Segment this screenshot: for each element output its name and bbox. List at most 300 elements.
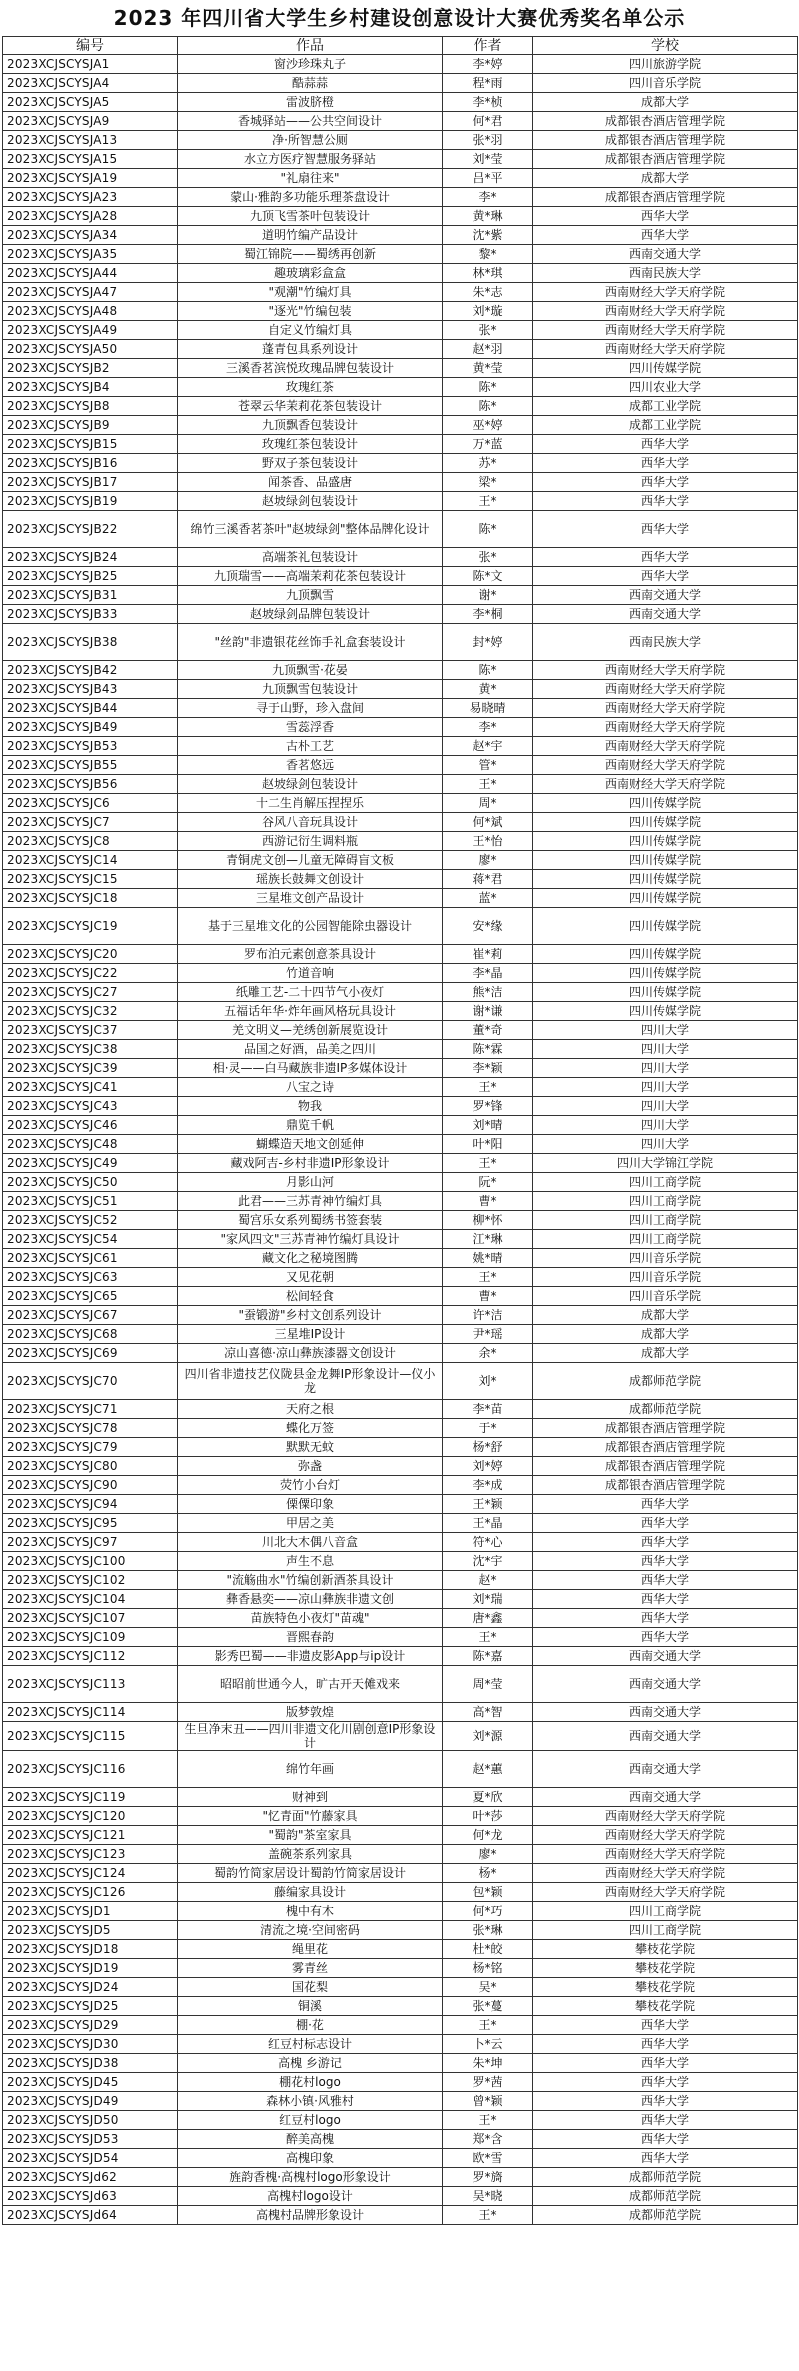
table-row [3, 1116, 798, 1135]
cell-author: 林*琪 [443, 264, 533, 283]
cell-author: 沈*宇 [443, 1552, 533, 1571]
cell-work: "礼扇往来" [178, 169, 443, 188]
table-body [3, 55, 798, 2225]
cell-work: 竹道音响 [178, 964, 443, 983]
cell-school: 西南交通大学 [533, 245, 798, 264]
cell-school: 四川大学锦江学院 [533, 1154, 798, 1173]
cell-work: 昭昭前世通今人，旷古开天傩戏来 [178, 1666, 443, 1703]
cell-author: 刘*瑞 [443, 1590, 533, 1609]
cell-code: 2023XCJSCYSJC70 [3, 1363, 178, 1400]
cell-work: 基于三星堆文化的公园智能除虫器设计 [178, 908, 443, 945]
table-row [3, 1921, 798, 1940]
cell-work: 苗族特色小夜灯"苗魂" [178, 1609, 443, 1628]
cell-school: 西华大学 [533, 1514, 798, 1533]
table-row [3, 756, 798, 775]
cell-school: 四川大学 [533, 1135, 798, 1154]
cell-author: 刘* [443, 1363, 533, 1400]
cell-code: 2023XCJSCYSJD53 [3, 2130, 178, 2149]
cell-code: 2023XCJSCYSJC95 [3, 1514, 178, 1533]
cell-school: 四川传媒学院 [533, 908, 798, 945]
cell-work: "逐光"竹编包装 [178, 302, 443, 321]
cell-school: 成都师范学院 [533, 1363, 798, 1400]
table-row [3, 112, 798, 131]
cell-author: 江*琳 [443, 1230, 533, 1249]
cell-work: 影秀巴蜀——非遗皮影App与ip设计 [178, 1647, 443, 1666]
cell-author: 王*颖 [443, 1495, 533, 1514]
cell-author: 梁* [443, 473, 533, 492]
table-row [3, 661, 798, 680]
cell-school: 成都银杏酒店管理学院 [533, 131, 798, 150]
cell-school: 成都银杏酒店管理学院 [533, 1419, 798, 1438]
cell-work: 闻茶香、品盛唐 [178, 473, 443, 492]
cell-author: 谢*谦 [443, 1002, 533, 1021]
cell-author: 李*桐 [443, 605, 533, 624]
table-row [3, 321, 798, 340]
table-row [3, 2206, 798, 2225]
table-row [3, 1590, 798, 1609]
cell-work: 三溪香茗滨悦玫瑰品牌包装设计 [178, 359, 443, 378]
cell-work: 雾青丝 [178, 1959, 443, 1978]
cell-work: 红豆村logo [178, 2111, 443, 2130]
table-row [3, 1552, 798, 1571]
cell-author: 夏*欣 [443, 1788, 533, 1807]
cell-author: 廖* [443, 1845, 533, 1864]
cell-author: 刘*璇 [443, 302, 533, 321]
cell-work: 赵坡绿剑包装设计 [178, 775, 443, 794]
cell-school: 西南财经大学天府学院 [533, 302, 798, 321]
cell-school: 西南财经大学天府学院 [533, 283, 798, 302]
cell-school: 四川音乐学院 [533, 1249, 798, 1268]
cell-school: 四川大学 [533, 1097, 798, 1116]
cell-work: 四川省非遗技艺仪陇县金龙舞IP形象设计—仪小龙 [178, 1363, 443, 1400]
table-row [3, 794, 798, 813]
cell-author: 杨*舒 [443, 1438, 533, 1457]
cell-work: 瑶族长鼓舞文创设计 [178, 870, 443, 889]
cell-code: 2023XCJSCYSJA28 [3, 207, 178, 226]
cell-school: 四川大学 [533, 1116, 798, 1135]
cell-author: 赵* [443, 1571, 533, 1590]
cell-author: 曹* [443, 1192, 533, 1211]
table-row [3, 718, 798, 737]
table-row [3, 1249, 798, 1268]
cell-school: 西南民族大学 [533, 624, 798, 661]
table-row [3, 1940, 798, 1959]
cell-work: 默默无蚊 [178, 1438, 443, 1457]
cell-work: "家风四文"三苏青神竹编灯具设计 [178, 1230, 443, 1249]
cell-author: 李* [443, 718, 533, 737]
cell-author: 封*婷 [443, 624, 533, 661]
cell-code: 2023XCJSCYSJC102 [3, 1571, 178, 1590]
cell-school: 四川传媒学院 [533, 794, 798, 813]
cell-school: 成都银杏酒店管理学院 [533, 112, 798, 131]
table-row [3, 1173, 798, 1192]
cell-code: 2023XCJSCYSJC37 [3, 1021, 178, 1040]
cell-school: 西华大学 [533, 2130, 798, 2149]
cell-work: 自定义竹编灯具 [178, 321, 443, 340]
cell-school: 四川音乐学院 [533, 1287, 798, 1306]
cell-code: 2023XCJSCYSJC80 [3, 1457, 178, 1476]
cell-author: 廖* [443, 851, 533, 870]
cell-work: 生旦净末丑——四川非遗文化川剧创意IP形象设计 [178, 1722, 443, 1751]
cell-work: 蜀江锦院——蜀绣再创新 [178, 245, 443, 264]
table-row [3, 378, 798, 397]
table-row [3, 1457, 798, 1476]
cell-author: 王*怡 [443, 832, 533, 851]
cell-author: 张* [443, 548, 533, 567]
cell-code: 2023XCJSCYSJA49 [3, 321, 178, 340]
cell-work: 五福话年华·炸年画风格玩具设计 [178, 1002, 443, 1021]
cell-code: 2023XCJSCYSJB22 [3, 511, 178, 548]
cell-author: 刘*婷 [443, 1457, 533, 1476]
cell-school: 西华大学 [533, 567, 798, 586]
cell-author: 柳*怀 [443, 1211, 533, 1230]
cell-author: 曾*颖 [443, 2092, 533, 2111]
cell-author: 黄*莹 [443, 359, 533, 378]
table-row [3, 1059, 798, 1078]
cell-work: "观潮"竹编灯具 [178, 283, 443, 302]
cell-school: 西华大学 [533, 1571, 798, 1590]
cell-author: 符*心 [443, 1533, 533, 1552]
cell-school: 西南财经大学天府学院 [533, 680, 798, 699]
cell-code: 2023XCJSCYSJD5 [3, 1921, 178, 1940]
cell-author: 杨* [443, 1864, 533, 1883]
table-row [3, 605, 798, 624]
table-row [3, 983, 798, 1002]
cell-author: 唐*鑫 [443, 1609, 533, 1628]
table-row [3, 1135, 798, 1154]
header-author: 作者 [443, 37, 533, 55]
cell-work: 森林小镇·风雅村 [178, 2092, 443, 2111]
cell-author: 黄*琳 [443, 207, 533, 226]
table-row [3, 1419, 798, 1438]
cell-work: "蚕锻游"乡村文创系列设计 [178, 1306, 443, 1325]
cell-code: 2023XCJSCYSJC104 [3, 1590, 178, 1609]
cell-author: 陈*霖 [443, 1040, 533, 1059]
table-row [3, 851, 798, 870]
cell-school: 攀枝花学院 [533, 1978, 798, 1997]
cell-school: 四川传媒学院 [533, 851, 798, 870]
cell-school: 四川工商学院 [533, 1902, 798, 1921]
table-row [3, 548, 798, 567]
cell-school: 西华大学 [533, 2092, 798, 2111]
cell-code: 2023XCJSCYSJA35 [3, 245, 178, 264]
cell-author: 杜*皎 [443, 1940, 533, 1959]
cell-work: 高槐村logo设计 [178, 2187, 443, 2206]
table-row [3, 1978, 798, 1997]
cell-school: 西南财经大学天府学院 [533, 1807, 798, 1826]
cell-work: 松间轻食 [178, 1287, 443, 1306]
cell-author: 黎* [443, 245, 533, 264]
cell-code: 2023XCJSCYSJA1 [3, 55, 178, 74]
cell-work: 彝香悬奕——凉山彝族非遗文创 [178, 1590, 443, 1609]
cell-school: 四川传媒学院 [533, 832, 798, 851]
table-row [3, 188, 798, 207]
cell-school: 西南交通大学 [533, 1751, 798, 1788]
cell-work: 罗布泊元素创意茶具设计 [178, 945, 443, 964]
table-row [3, 1325, 798, 1344]
table-row [3, 1287, 798, 1306]
cell-code: 2023XCJSCYSJC38 [3, 1040, 178, 1059]
cell-work: 川北大木偶八音盒 [178, 1533, 443, 1552]
cell-author: 李*成 [443, 1476, 533, 1495]
cell-code: 2023XCJSCYSJB8 [3, 397, 178, 416]
cell-code: 2023XCJSCYSJC18 [3, 889, 178, 908]
table-row [3, 264, 798, 283]
cell-code: 2023XCJSCYSJA44 [3, 264, 178, 283]
cell-school: 成都大学 [533, 169, 798, 188]
cell-work: 国花梨 [178, 1978, 443, 1997]
cell-author: 朱*坤 [443, 2054, 533, 2073]
cell-school: 成都大学 [533, 93, 798, 112]
cell-code: 2023XCJSCYSJC41 [3, 1078, 178, 1097]
cell-code: 2023XCJSCYSJD49 [3, 2092, 178, 2111]
cell-school: 四川传媒学院 [533, 1002, 798, 1021]
cell-code: 2023XCJSCYSJC67 [3, 1306, 178, 1325]
table-row [3, 2016, 798, 2035]
cell-code: 2023XCJSCYSJC65 [3, 1287, 178, 1306]
cell-code: 2023XCJSCYSJC112 [3, 1647, 178, 1666]
table-row [3, 2187, 798, 2206]
cell-author: 王* [443, 2111, 533, 2130]
cell-school: 成都师范学院 [533, 2187, 798, 2206]
cell-work: 此君——三苏青神竹编灯具 [178, 1192, 443, 1211]
cell-work: 窗沙珍珠丸子 [178, 55, 443, 74]
cell-code: 2023XCJSCYSJA50 [3, 340, 178, 359]
cell-author: 何*龙 [443, 1826, 533, 1845]
table-row [3, 908, 798, 945]
table-row [3, 889, 798, 908]
cell-code: 2023XCJSCYSJC116 [3, 1751, 178, 1788]
table-row [3, 340, 798, 359]
table-row [3, 1363, 798, 1400]
cell-code: 2023XCJSCYSJC22 [3, 964, 178, 983]
cell-work: 玫瑰红茶 [178, 378, 443, 397]
cell-author: 吴* [443, 1978, 533, 1997]
cell-school: 四川大学 [533, 1059, 798, 1078]
table-row [3, 473, 798, 492]
cell-author: 易晓晴 [443, 699, 533, 718]
cell-author: 沈*紫 [443, 226, 533, 245]
cell-work: 青铜虎文创—儿童无障碍盲文板 [178, 851, 443, 870]
cell-author: 刘*源 [443, 1722, 533, 1751]
cell-author: 王* [443, 2016, 533, 2035]
table-row [3, 1476, 798, 1495]
cell-school: 四川工商学院 [533, 1173, 798, 1192]
table-row [3, 1722, 798, 1751]
cell-author: 刘*晴 [443, 1116, 533, 1135]
table-row [3, 302, 798, 321]
cell-work: 纸雕工艺-二十四节气小夜灯 [178, 983, 443, 1002]
cell-author: 张*蔓 [443, 1997, 533, 2016]
cell-school: 西华大学 [533, 1495, 798, 1514]
table-row [3, 245, 798, 264]
cell-author: 王*晶 [443, 1514, 533, 1533]
cell-work: 香城驿站——公共空间设计 [178, 112, 443, 131]
cell-school: 四川工商学院 [533, 1921, 798, 1940]
cell-author: 赵*宇 [443, 737, 533, 756]
cell-author: 何*巧 [443, 1902, 533, 1921]
cell-code: 2023XCJSCYSJD30 [3, 2035, 178, 2054]
cell-school: 西南交通大学 [533, 1788, 798, 1807]
cell-code: 2023XCJSCYSJB49 [3, 718, 178, 737]
cell-author: 陈*嘉 [443, 1647, 533, 1666]
cell-school: 西华大学 [533, 2054, 798, 2073]
cell-author: 许*洁 [443, 1306, 533, 1325]
table-row [3, 435, 798, 454]
cell-work: 物我 [178, 1097, 443, 1116]
cell-school: 四川传媒学院 [533, 964, 798, 983]
table-row [3, 1609, 798, 1628]
table-row [3, 567, 798, 586]
cell-author: 管* [443, 756, 533, 775]
table-row [3, 454, 798, 473]
cell-school: 西华大学 [533, 226, 798, 245]
cell-work: 九顶飘雪 [178, 586, 443, 605]
cell-code: 2023XCJSCYSJC123 [3, 1845, 178, 1864]
table-row [3, 2168, 798, 2187]
cell-school: 西南交通大学 [533, 1666, 798, 1703]
table-row [3, 2054, 798, 2073]
cell-code: 2023XCJSCYSJC19 [3, 908, 178, 945]
cell-work: 高槐村品牌形象设计 [178, 2206, 443, 2225]
cell-author: 李*婷 [443, 55, 533, 74]
cell-code: 2023XCJSCYSJC97 [3, 1533, 178, 1552]
cell-work: 旌韵香槐·高槐村logo形象设计 [178, 2168, 443, 2187]
cell-school: 西南交通大学 [533, 1703, 798, 1722]
cell-school: 西南交通大学 [533, 1722, 798, 1751]
cell-code: 2023XCJSCYSJB53 [3, 737, 178, 756]
cell-school: 四川传媒学院 [533, 870, 798, 889]
table-row [3, 1807, 798, 1826]
cell-work: 天府之根 [178, 1400, 443, 1419]
table-row [3, 1097, 798, 1116]
cell-work: 赵坡绿剑品牌包装设计 [178, 605, 443, 624]
cell-code: 2023XCJSCYSJC46 [3, 1116, 178, 1135]
table-row [3, 586, 798, 605]
cell-work: 藏戏阿吉-乡村非遗IP形象设计 [178, 1154, 443, 1173]
cell-code: 2023XCJSCYSJB31 [3, 586, 178, 605]
cell-work: 西游记衍生调料瓶 [178, 832, 443, 851]
cell-work: 高槐印象 [178, 2149, 443, 2168]
cell-author: 曹* [443, 1287, 533, 1306]
cell-work: 古朴工艺 [178, 737, 443, 756]
cell-code: 2023XCJSCYSJC63 [3, 1268, 178, 1287]
table-row [3, 207, 798, 226]
cell-school: 西华大学 [533, 1609, 798, 1628]
cell-work: 净·所智慧公厕 [178, 131, 443, 150]
cell-code: 2023XCJSCYSJB24 [3, 548, 178, 567]
cell-code: 2023XCJSCYSJA23 [3, 188, 178, 207]
cell-code: 2023XCJSCYSJC120 [3, 1807, 178, 1826]
cell-author: 董*奇 [443, 1021, 533, 1040]
cell-work: 雷波脐橙 [178, 93, 443, 112]
cell-author: 谢* [443, 586, 533, 605]
cell-author: 周* [443, 794, 533, 813]
cell-work: 清流之境·空间密码 [178, 1921, 443, 1940]
cell-work: 蜀宫乐女系列蜀绣书签套装 [178, 1211, 443, 1230]
table-row [3, 416, 798, 435]
cell-school: 攀枝花学院 [533, 1940, 798, 1959]
cell-work: 甲居之美 [178, 1514, 443, 1533]
cell-code: 2023XCJSCYSJA34 [3, 226, 178, 245]
cell-school: 西南财经大学天府学院 [533, 756, 798, 775]
table-row [3, 680, 798, 699]
cell-work: 九顶飘香包装设计 [178, 416, 443, 435]
table-row [3, 870, 798, 889]
cell-work: "流觞曲水"竹编创新酒茶具设计 [178, 1571, 443, 1590]
table-row [3, 1268, 798, 1287]
cell-work: 品国之好酒，品美之四川 [178, 1040, 443, 1059]
cell-code: 2023XCJSCYSJB55 [3, 756, 178, 775]
cell-school: 西华大学 [533, 1552, 798, 1571]
cell-code: 2023XCJSCYSJD54 [3, 2149, 178, 2168]
cell-author: 黄* [443, 680, 533, 699]
cell-school: 四川农业大学 [533, 378, 798, 397]
cell-code: 2023XCJSCYSJD45 [3, 2073, 178, 2092]
cell-work: 绵竹年画 [178, 1751, 443, 1788]
cell-work: 相·灵——白马藏族非遗IP多媒体设计 [178, 1059, 443, 1078]
cell-author: 王* [443, 1268, 533, 1287]
cell-code: 2023XCJSCYSJB33 [3, 605, 178, 624]
table-row [3, 150, 798, 169]
cell-author: 吴*晓 [443, 2187, 533, 2206]
cell-code: 2023XCJSCYSJC113 [3, 1666, 178, 1703]
table-row [3, 1192, 798, 1211]
cell-work: 版梦敦煌 [178, 1703, 443, 1722]
table-row [3, 737, 798, 756]
header-school: 学校 [533, 37, 798, 55]
cell-author: 王* [443, 775, 533, 794]
cell-school: 西华大学 [533, 1590, 798, 1609]
cell-code: 2023XCJSCYSJC119 [3, 1788, 178, 1807]
cell-school: 四川大学 [533, 1078, 798, 1097]
table-row [3, 131, 798, 150]
cell-code: 2023XCJSCYSJC78 [3, 1419, 178, 1438]
cell-code: 2023XCJSCYSJA15 [3, 150, 178, 169]
cell-author: 李*苗 [443, 1400, 533, 1419]
cell-work: 傈僳印象 [178, 1495, 443, 1514]
cell-work: 玫瑰红茶包装设计 [178, 435, 443, 454]
cell-code: 2023XCJSCYSJC121 [3, 1826, 178, 1845]
cell-code: 2023XCJSCYSJC94 [3, 1495, 178, 1514]
cell-school: 成都大学 [533, 1344, 798, 1363]
cell-work: 九顶瑞雪——高端茉莉花茶包装设计 [178, 567, 443, 586]
cell-code: 2023XCJSCYSJC27 [3, 983, 178, 1002]
cell-school: 成都银杏酒店管理学院 [533, 150, 798, 169]
cell-author: 程*雨 [443, 74, 533, 93]
table-row [3, 1154, 798, 1173]
cell-author: 于* [443, 1419, 533, 1438]
table-row [3, 1751, 798, 1788]
cell-work: 盖碗茶系列家具 [178, 1845, 443, 1864]
cell-school: 四川大学 [533, 1040, 798, 1059]
cell-school: 西华大学 [533, 492, 798, 511]
cell-school: 西南财经大学天府学院 [533, 699, 798, 718]
table-header-row [3, 37, 798, 55]
table-row [3, 1344, 798, 1363]
cell-work: 弥盏 [178, 1457, 443, 1476]
cell-author: 李*桢 [443, 93, 533, 112]
cell-work: 九顶飘雪包装设计 [178, 680, 443, 699]
cell-school: 四川大学 [533, 1021, 798, 1040]
cell-school: 成都师范学院 [533, 2168, 798, 2187]
cell-work: 蝴蝶造天地文创延伸 [178, 1135, 443, 1154]
table-row [3, 945, 798, 964]
cell-code: 2023XCJSCYSJC32 [3, 1002, 178, 1021]
cell-code: 2023XCJSCYSJC100 [3, 1552, 178, 1571]
table-row [3, 1628, 798, 1647]
cell-work: 月影山河 [178, 1173, 443, 1192]
